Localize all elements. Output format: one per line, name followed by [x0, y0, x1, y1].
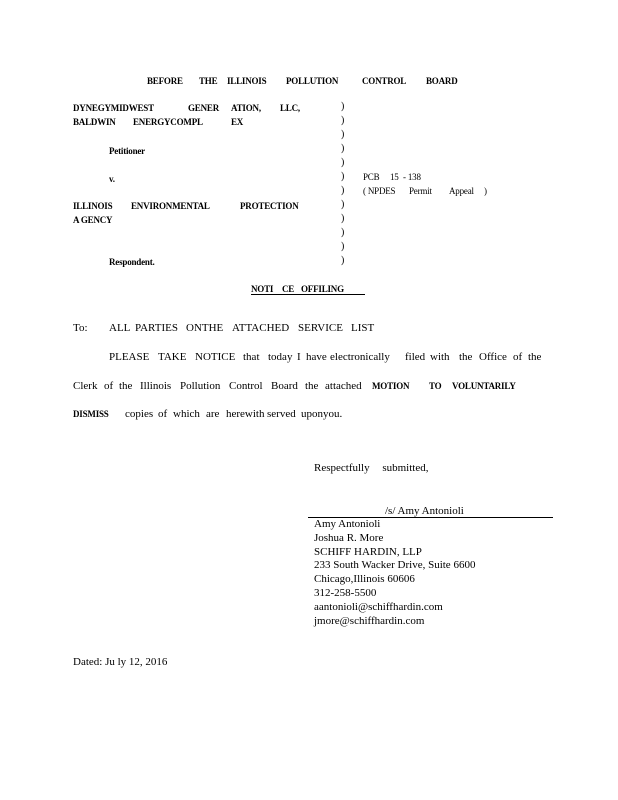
body-word: the: [119, 380, 133, 392]
paren: ): [341, 255, 345, 266]
respondent-name: ILLINOIS: [73, 201, 113, 211]
dated: Dated: Ju ly 12, 2016: [73, 656, 168, 668]
motion-word: TO: [429, 381, 442, 391]
body-word: Pollution: [180, 380, 221, 392]
title-word: THE: [199, 76, 218, 86]
attorney-name: Amy Antonioli: [314, 518, 381, 530]
body-word: uponyou.: [301, 408, 343, 420]
case-word: - 138: [403, 172, 421, 182]
respondent-name: A GENCY: [73, 215, 113, 225]
to-word: LIST: [351, 322, 375, 334]
email-address: jmore@schiffhardin.com: [314, 614, 425, 627]
body-word: the: [459, 351, 473, 363]
petitioner-role: Petitioner: [109, 146, 145, 156]
to-word: SERVICE: [298, 322, 343, 334]
case-word: Appeal: [449, 186, 474, 196]
notice-word: CE: [282, 284, 295, 294]
petitioner-name: ENERGYCOMPL: [133, 117, 203, 127]
title-word: POLLUTION: [286, 76, 339, 86]
body-word: PLEASE: [109, 351, 150, 363]
body-word: herewith: [226, 408, 265, 420]
case-word: ): [484, 186, 487, 196]
notice-word: OFFILING: [301, 284, 344, 294]
body-word: of: [104, 380, 114, 392]
motion-word: VOLUNTARILY: [452, 381, 516, 391]
to-label: To:: [73, 322, 88, 334]
body-word: of: [513, 351, 523, 363]
case-word: 15: [390, 172, 399, 182]
attorney-name: Joshua R. More: [314, 531, 384, 544]
paren: ): [341, 101, 345, 112]
respondent-name: ENVIRONMENTAL: [131, 201, 210, 211]
notice-underline: [251, 294, 365, 295]
to-word: ONTHE: [186, 322, 224, 334]
respondent-name: PROTECTION: [240, 201, 299, 211]
body-word: attached: [325, 380, 362, 392]
paren: ): [341, 129, 345, 140]
paren: ): [341, 241, 345, 252]
firm-city: Chicago,Illinois 60606: [314, 573, 415, 586]
signature: /s/ Amy Antonioli: [385, 505, 464, 517]
to-word: PARTIES: [135, 322, 178, 334]
versus: v.: [109, 174, 115, 184]
body-word: served: [267, 408, 296, 420]
body-word: that: [243, 351, 260, 363]
petitioner-name: EX: [231, 117, 244, 127]
paren: ): [341, 157, 345, 168]
paren: ): [341, 171, 345, 182]
body-word: of: [158, 408, 168, 420]
paren: ): [341, 213, 345, 224]
body-word: Board: [271, 380, 298, 392]
case-word: PCB: [363, 172, 380, 182]
petitioner-name: LLC,: [280, 103, 300, 113]
title-word: ILLINOIS: [227, 76, 267, 86]
body-word: NOTICE: [195, 351, 236, 363]
body-word: with: [430, 351, 450, 363]
motion-word: DISMISS: [73, 409, 109, 419]
body-word: are: [206, 408, 220, 420]
petitioner-name: GENER: [188, 103, 220, 113]
to-word: ATTACHED: [232, 322, 290, 334]
title-word: BEFORE: [147, 76, 183, 86]
paren: ): [341, 199, 345, 210]
body-word: which: [173, 408, 200, 420]
body-word: Control: [229, 380, 263, 392]
body-word: Clerk: [73, 380, 98, 392]
body-word: have: [306, 351, 327, 363]
body-word: TAKE: [158, 351, 187, 363]
to-word: ALL: [109, 322, 131, 334]
firm-address: 233 South Wacker Drive, Suite 6600: [314, 559, 476, 572]
body-word: the: [528, 351, 542, 363]
petitioner-name: ATION,: [231, 103, 261, 113]
paren: ): [341, 185, 345, 196]
paren: ): [341, 143, 345, 154]
case-word: Permit: [409, 186, 432, 196]
title-word: BOARD: [426, 76, 458, 86]
paren: ): [341, 115, 345, 126]
body-word: Illinois: [140, 380, 172, 392]
title-word: CONTROL: [362, 76, 407, 86]
caption-bracket: [341, 100, 344, 268]
body-word: I: [297, 351, 301, 363]
petitioner-name: BALDWIN: [73, 117, 116, 127]
body-word: copies: [125, 408, 154, 420]
phone-number: 312-258-5500: [314, 586, 377, 599]
petitioner-name: DYNEGYMIDWEST: [73, 103, 154, 113]
closing: Respectfully submitted,: [314, 462, 429, 474]
body-word: Office: [479, 351, 507, 363]
paren: ): [341, 227, 345, 238]
notice-word: NOTI: [251, 284, 274, 294]
body-word: electronically: [330, 351, 390, 363]
motion-word: MOTION: [372, 381, 410, 391]
respondent-role: Respondent.: [109, 257, 155, 267]
case-word: ( NPDES: [363, 186, 396, 196]
signatory-block: [314, 518, 475, 628]
email-address: aantonioli@schiffhardin.com: [314, 600, 443, 613]
firm-name: SCHIFF HARDIN, LLP: [314, 545, 422, 558]
body-word: today: [268, 351, 293, 363]
body-word: the: [305, 380, 319, 392]
body-word: filed: [405, 351, 426, 363]
